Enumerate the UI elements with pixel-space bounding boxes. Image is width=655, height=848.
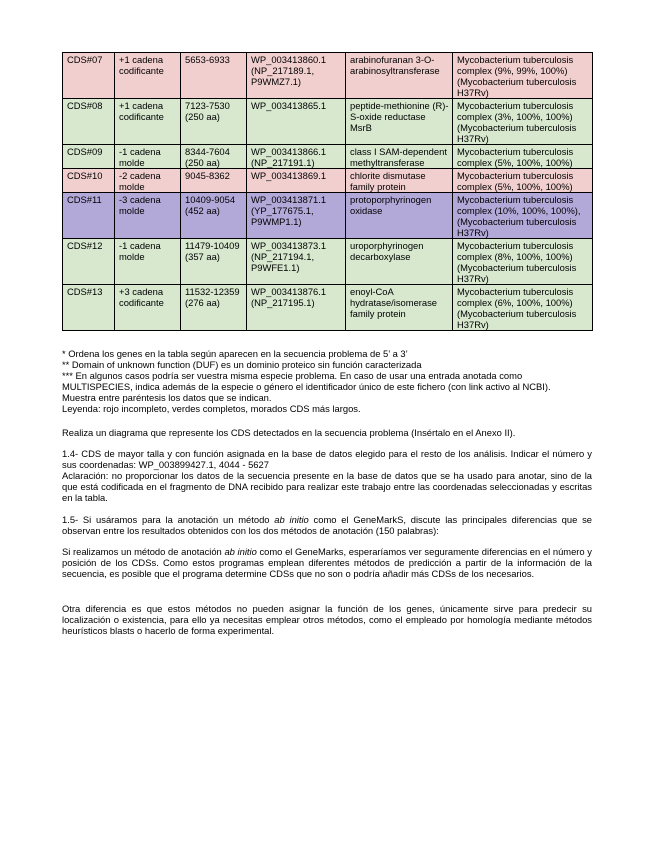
accession-cell: WP_003413873.1 (NP_217194.1, P9WFE1.1) (247, 239, 346, 285)
note-line: ** Domain of unknown function (DUF) es un dominio proteico sin función caracterizada (62, 359, 422, 370)
organism-cell: Mycobacterium tuberculosis complex (3%, 100%, 100%) (Mycobacterium tuberculosis H37Rv) (453, 99, 593, 145)
note-line: *** En algunos casos podría ser vuestra misma especie problema. En caso de usar una entrada anotada como (62, 370, 523, 381)
accession-cell: WP_003413865.1 (247, 99, 346, 145)
coordinates-cell: 7123-7530 (250 aa) (181, 99, 247, 145)
accession-cell: WP_003413876.1 (NP_217195.1) (247, 285, 346, 331)
question-1-5-post: como el GeneMarkS, discute las principales diferencias que se observan entre los resultados obtenidos con los dos métodos de anotación (150 palabras): (62, 514, 592, 536)
table-row (63, 193, 593, 239)
question-1-4 (62, 448, 592, 503)
organism-cell: Mycobacterium tuberculosis complex (8%, 100%, 100%) (Mycobacterium tuberculosis H37Rv) (453, 239, 593, 285)
coordinates-cell: 10409-9054 (452 aa) (181, 193, 247, 239)
cds-id-cell: CDS#08 (63, 99, 115, 145)
cds-table-body (63, 53, 593, 331)
answer-1-post: como el GeneMarks, esperaríamos ver seguramente diferencias en el número y posición de los CDSs. Como estos programas emplean diferentes métodos de predicción a partir de la información de la secuencia, es posible que el programa determine CDSs que no son o podría añadir más CDSs de los necesarios. (62, 546, 592, 579)
accession-cell: WP_003413866.1 (NP_217191.1) (247, 145, 346, 169)
answer-paragraph-2: Otra diferencia es que estos métodos no pueden asignar la función de los genes, únicamente sirve para predecir su localización o existencia, para ello ya necesitas emplear otros métodos, como el empleado por homología mediante métodos heurísticos blasts o hacerlo de forma experimental. (62, 603, 592, 636)
coordinates-cell: 11479-10409 (357 aa) (181, 239, 247, 285)
organism-cell: Mycobacterium tuberculosis complex (9%, 99%, 100%) (Mycobacterium tuberculosis H37Rv) (453, 53, 593, 99)
answer-1-emphasis: ab initio (224, 546, 257, 557)
protein-cell: arabinofuranan 3-O-arabinosyltransferase (346, 53, 453, 99)
protein-cell: enoyl-CoA hydratase/isomerase family protein (346, 285, 453, 331)
cds-table (62, 52, 593, 331)
table-row (63, 169, 593, 193)
coordinates-cell: 9045-8362 (181, 169, 247, 193)
accession-cell: WP_003413871.1 (YP_177675.1, P9WMP1.1) (247, 193, 346, 239)
cds-id-cell: CDS#10 (63, 169, 115, 193)
protein-cell: protoporphyrinogen oxidase (346, 193, 453, 239)
organism-cell: Mycobacterium tuberculosis complex (5%, 100%, 100%) (453, 169, 593, 193)
cds-id-cell: CDS#12 (63, 239, 115, 285)
question-1-4-clarification: Aclaración: no proporcionar los datos de la secuencia presente en la base de datos que se ha usado para anotar, sino de la que está codificada en el fragmento de DNA recibido para realizar este trabajo entre las coordenadas seleccionadas y escritas en la tabla. (62, 470, 592, 503)
note-line: * Ordena los genes en la tabla según aparecen en la secuencia problema de 5’ a 3’ (62, 348, 408, 359)
table-notes (62, 348, 592, 414)
note-line: Muestra entre paréntesis los datos que se indican. (62, 392, 272, 403)
question-1-5-pre: 1.5- Si usáramos para la anotación un método (62, 514, 275, 525)
question-1-5-emphasis: ab initio (274, 514, 309, 525)
diagram-instruction: Realiza un diagrama que represente los CDS detectados en la secuencia problema (Insértalo en el Anexo II). (62, 427, 516, 438)
coordinates-cell: 11532-12359 (276 aa) (181, 285, 247, 331)
strand-cell: +1 cadena codificante (115, 53, 181, 99)
organism-cell: Mycobacterium tuberculosis complex (6%, 100%, 100%) (Mycobacterium tuberculosis H37Rv) (453, 285, 593, 331)
protein-cell: class I SAM-dependent methyltransferase (346, 145, 453, 169)
table-row (63, 99, 593, 145)
table-row (63, 53, 593, 99)
table-row (63, 285, 593, 331)
coordinates-cell: 5653-6933 (181, 53, 247, 99)
strand-cell: -3 cadena molde (115, 193, 181, 239)
question-1-4-text: 1.4- CDS de mayor talla y con función asignada en la base de datos elegido para el resto de los análisis. Indicar el número y sus coordenadas: WP_003899427.1, 4044 - 5627 (62, 448, 592, 470)
coordinates-cell: 8344-7604 (250 aa) (181, 145, 247, 169)
strand-cell: -2 cadena molde (115, 169, 181, 193)
accession-cell: WP_003413869.1 (247, 169, 346, 193)
cds-id-cell: CDS#09 (63, 145, 115, 169)
protein-cell: chlorite dismutase family protein (346, 169, 453, 193)
protein-cell: uroporphyrinogen decarboxylase (346, 239, 453, 285)
organism-cell: Mycobacterium tuberculosis complex (5%, 100%, 100%) (453, 145, 593, 169)
strand-cell: +3 cadena codificante (115, 285, 181, 331)
strand-cell: -1 cadena molde (115, 239, 181, 285)
cds-id-cell: CDS#13 (63, 285, 115, 331)
cds-id-cell: CDS#11 (63, 193, 115, 239)
protein-cell: peptide-methionine (R)-S-oxide reductase MsrB (346, 99, 453, 145)
note-line: MULTISPECIES, indica además de la especie o género el identificador único de este fichero (con link activo al NCBI). (62, 381, 551, 392)
table-row (63, 239, 593, 285)
cds-id-cell: CDS#07 (63, 53, 115, 99)
strand-cell: -1 cadena molde (115, 145, 181, 169)
table-row (63, 145, 593, 169)
answer-paragraph-1 (62, 546, 592, 579)
strand-cell: +1 cadena codificante (115, 99, 181, 145)
answer-1-pre: Si realizamos un método de anotación (62, 546, 225, 557)
organism-cell: Mycobacterium tuberculosis complex (10%, 100%, 100%), (Mycobacterium tuberculosis H37Rv) (453, 193, 593, 239)
question-1-5 (62, 514, 592, 536)
accession-cell: WP_003413860.1 (NP_217189.1, P9WMZ7.1) (247, 53, 346, 99)
legend-line: Leyenda: rojo incompleto, verdes completos, morados CDS más largos. (62, 403, 361, 414)
